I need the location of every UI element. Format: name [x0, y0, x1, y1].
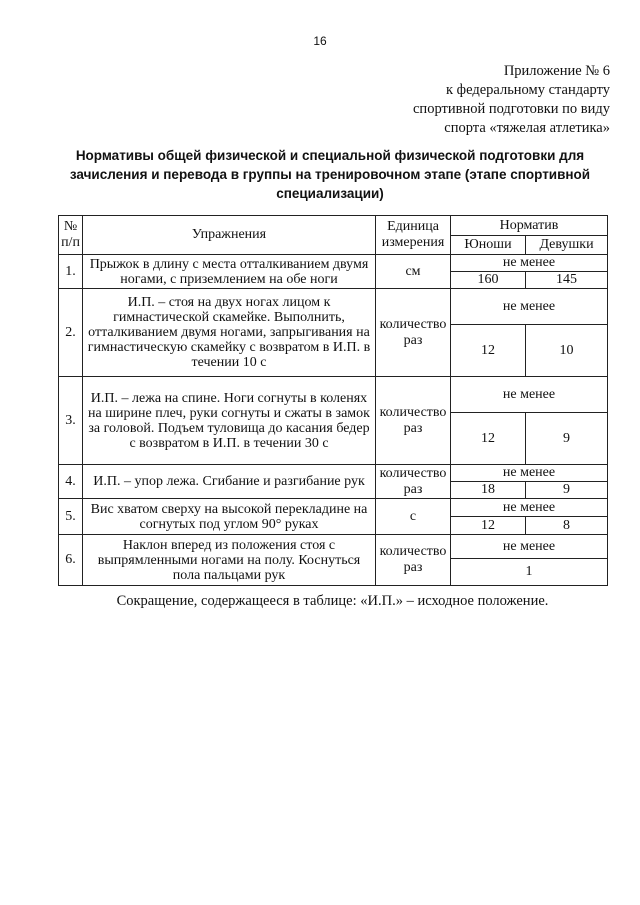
- row-condition: не менее: [451, 465, 608, 482]
- header-unit: Единица измерения: [376, 216, 451, 255]
- table-row: [59, 289, 608, 325]
- header-girls: Девушки: [526, 236, 608, 255]
- appendix-line: к федеральному стандарту: [446, 82, 610, 98]
- document-title: [60, 146, 600, 203]
- appendix-header: [413, 62, 610, 138]
- row-unit: с: [376, 499, 451, 535]
- row-num: 2.: [59, 289, 83, 377]
- row-condition: не менее: [451, 289, 608, 325]
- row-exercise: Прыжок в длину с места отталкиванием двумя ногами, с приземлением на обе ноги: [83, 255, 376, 289]
- row-condition: не менее: [451, 535, 608, 559]
- row-exercise: И.П. – лежа на спине. Ноги согнуты в коленях на ширине плеч, руки согнуты и сжаты в замок за головой. Подъем туловища до касания бедер с возвратом в И.П. в течении 30 с: [83, 377, 376, 465]
- title-line: специализации): [276, 186, 384, 201]
- table-row: [59, 255, 608, 272]
- row-exercise: Наклон вперед из положения стоя с выпрямленными ногами на полу. Коснуться пола пальцами рук: [83, 535, 376, 586]
- row-num: 1.: [59, 255, 83, 289]
- row-boys-value: 12: [451, 413, 526, 465]
- row-boys-value: 12: [451, 517, 526, 535]
- row-num: 3.: [59, 377, 83, 465]
- header-num: № п/п: [59, 216, 83, 255]
- table-row: [59, 499, 608, 517]
- row-boys-value: 160: [451, 272, 526, 289]
- row-unit: количество раз: [376, 289, 451, 377]
- appendix-line: спорта «тяжелая атлетика»: [444, 120, 610, 136]
- row-exercise: И.П. – стоя на двух ногах лицом к гимнастической скамейке. Выполнить, отталкиванием двумя ногами, запрыгивания на гимнастическую скамейку с возвратом в И.П. в течении 10 с: [83, 289, 376, 377]
- row-common-value: 1: [451, 559, 608, 586]
- row-unit: количество раз: [376, 465, 451, 499]
- row-condition: не менее: [451, 255, 608, 272]
- header-norm: Норматив: [451, 216, 608, 236]
- norms-table: [58, 215, 608, 586]
- appendix-line: спортивной подготовки по виду: [413, 101, 610, 117]
- row-num: 5.: [59, 499, 83, 535]
- table-row: [59, 535, 608, 559]
- row-unit: количество раз: [376, 535, 451, 586]
- row-girls-value: 145: [526, 272, 608, 289]
- row-boys-value: 18: [451, 482, 526, 499]
- appendix-line: Приложение № 6: [503, 63, 610, 79]
- table-row: [59, 377, 608, 413]
- row-exercise: И.П. – упор лежа. Сгибание и разгибание рук: [83, 465, 376, 499]
- title-line: Нормативы общей физической и специальной физической подготовки для: [75, 148, 585, 163]
- header-exercise: Упражнения: [83, 216, 376, 255]
- row-girls-value: 9: [526, 413, 608, 465]
- row-unit: количество раз: [376, 377, 451, 465]
- title-line: зачисления и перевода в группы на тренировочном этапе (этапе спортивной: [69, 167, 591, 182]
- row-condition: не менее: [451, 377, 608, 413]
- table-row: [59, 465, 608, 482]
- row-girls-value: 8: [526, 517, 608, 535]
- row-num: 6.: [59, 535, 83, 586]
- row-girls-value: 10: [526, 325, 608, 377]
- footnote: Сокращение, содержащееся в таблице: «И.П.» – исходное положение.: [116, 593, 549, 609]
- row-unit: см: [376, 255, 451, 289]
- row-boys-value: 12: [451, 325, 526, 377]
- page-number: 16: [313, 34, 327, 48]
- header-boys: Юноши: [451, 236, 526, 255]
- row-condition: не менее: [451, 499, 608, 517]
- row-num: 4.: [59, 465, 83, 499]
- row-girls-value: 9: [526, 482, 608, 499]
- row-exercise: Вис хватом сверху на высокой перекладине на согнутых под углом 90° руках: [83, 499, 376, 535]
